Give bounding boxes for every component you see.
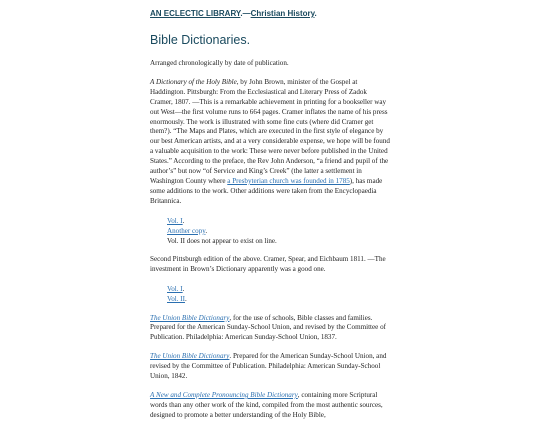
volume-list: Vol. I. Another copy. Vol. II does not appear to exist on line. — [167, 216, 390, 247]
entry-brown-1811: Second Pittsburgh edition of the above. Cramer, Spear, and Eichbaum 1811. —The investment in Brown’s Dictionary apparently was a good one. — [150, 255, 386, 274]
breadcrumb-end: . — [314, 9, 317, 18]
volume-link[interactable]: Another copy — [167, 226, 206, 235]
entry-text: . Prepared for the American Sunday-School Union, and revised by the Committee of Publication. Philadelphia: American Sunday-School Union, 1842. — [150, 352, 387, 381]
volume-link[interactable]: Vol. I — [167, 285, 183, 294]
entry-pronouncing — [150, 391, 390, 421]
volume-list: Vol. I. Vol. II. — [167, 285, 187, 304]
presbyterian-church-link[interactable]: a Presbyterian church was founded in 1785 — [227, 176, 350, 185]
volume-note: Vol. II does not appear to exist on line. — [167, 237, 277, 246]
book-title-link[interactable]: A New and Complete Pronouncing Bible Dictionary — [150, 390, 298, 399]
volume-link[interactable]: Vol. II — [167, 295, 185, 304]
page-title: Bible Dictionaries. — [150, 33, 251, 47]
entry-brown-1807 — [150, 78, 390, 207]
site-link[interactable]: AN ECLECTIC LIBRARY — [150, 9, 241, 18]
article — [150, 0, 390, 430]
breadcrumb-separator: .— — [240, 9, 251, 18]
entry-union-1842 — [150, 352, 390, 382]
entry-text: , containing more Scriptural words than any other work of the kind, compiled from the most authentic sources, designed to promote a better understanding of the Holy Bible, — [150, 390, 383, 419]
entry-union-1837 — [150, 314, 390, 344]
book-title-link[interactable]: The Union Bible Dictionary — [150, 313, 230, 322]
breadcrumb — [150, 9, 390, 18]
entry-text: ), has made some additions to the work. Other additions were taken from the Encyclopaedia Britannica. — [150, 176, 383, 205]
book-title-link[interactable]: The Union Bible Dictionary — [150, 352, 230, 361]
book-title: A Dictionary of the Holy Bible — [150, 77, 237, 86]
intro-text: Arranged chronologically by date of publication. — [150, 59, 289, 67]
volume-link[interactable]: Vol. I — [167, 216, 183, 225]
section-link[interactable]: Christian History — [250, 9, 315, 18]
entry-text: , by John Brown, minister of the Gospel at Haddington. Pittsburgh: From the Ecclesiastical and Literary Press of Zadok Cramer, 1807. —This is a remarkable achievement in printing for a bookseller way out West—the first volume runs to 664 pages. Cramer inflates the name of his press enormously. The work is illustrated with some fine cuts (where did Cramer get them?). “The Maps and Plates, which are executed in the first style of elegance by our best American artists, and at a very considerable expense, we hope will be found a valuable acquisition to the work: These were never before published in the United States.” According to the preface, the Rev John Anderson, “a friend and pupil of the author’s” but now “of Service and King’s Creek” (the latter a settlement in Washington County where — [150, 77, 390, 185]
entry-text: , for the use of schools, Bible classes and families. Prepared for the American Sunday-School Union, and revised by the Committee of Publication. Philadelphia: American Sunday-School Union, 1837. — [150, 313, 387, 342]
